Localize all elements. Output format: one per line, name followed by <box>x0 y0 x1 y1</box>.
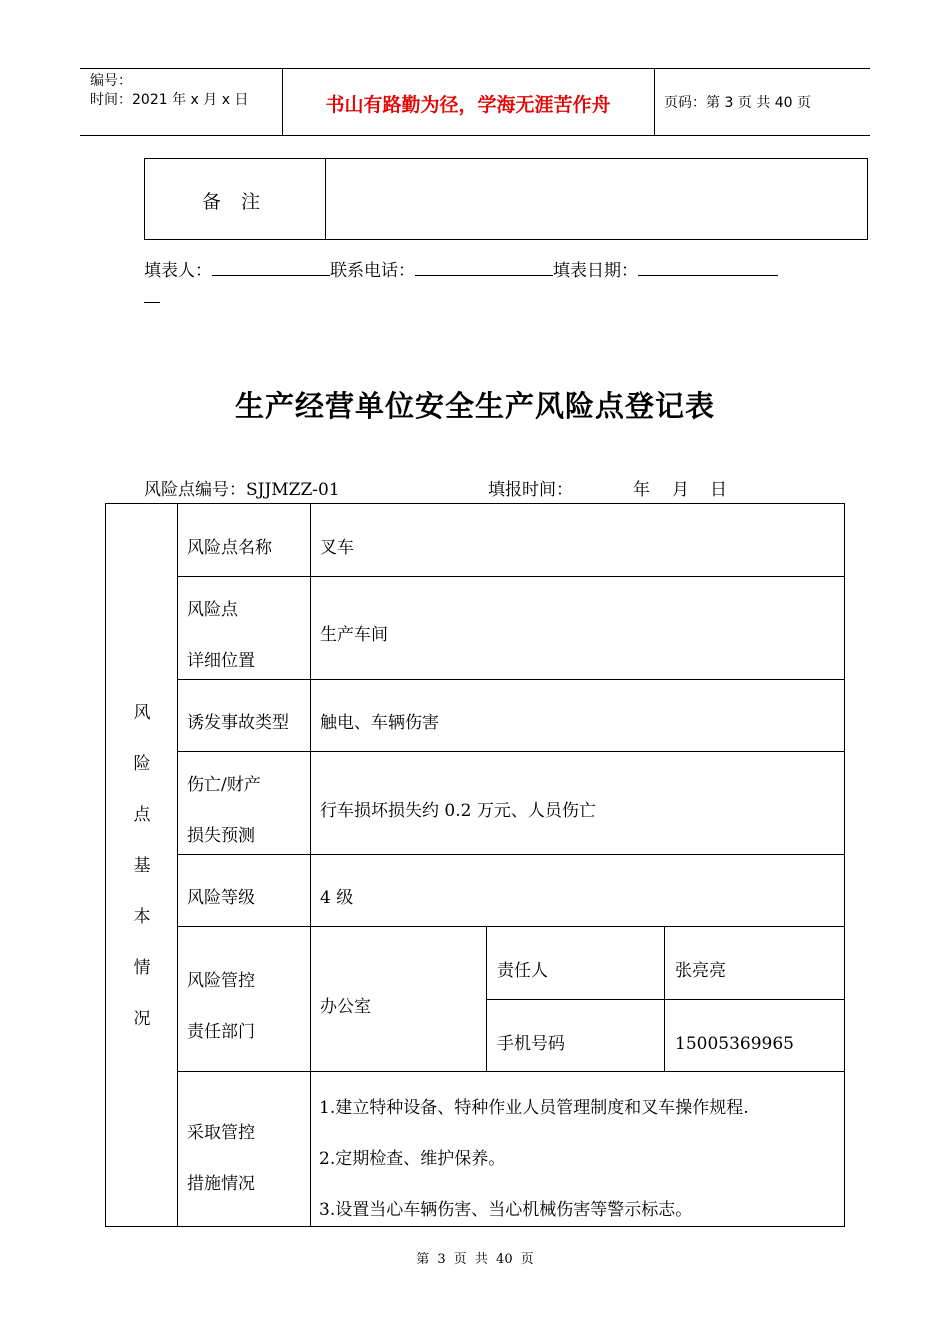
dept-label: 风险管控 <box>187 971 255 991</box>
dept-value: 办公室 <box>320 997 371 1017</box>
name-value: 叉车 <box>320 538 354 558</box>
phone-value: 15005369965 <box>675 1034 794 1054</box>
phone-blank[interactable] <box>415 257 553 276</box>
measure-item: 3.设置当心车辆伤害、当心机械伤害等警示标志。 <box>319 1200 693 1220</box>
measure-item: 2.定期检查、维护保养。 <box>319 1149 506 1169</box>
level-value: 4 级 <box>320 888 354 908</box>
table-hline <box>177 926 844 927</box>
fill-info-line <box>144 256 778 281</box>
report-year: 年 <box>633 480 650 500</box>
loss-label: 伤亡/财产 <box>187 775 261 795</box>
table-vline <box>310 504 311 1226</box>
measures-label: 采取管控 <box>187 1123 255 1143</box>
person-label: 责任人 <box>497 961 548 981</box>
section-char: 本 <box>133 906 151 927</box>
filler-label: 填表人： <box>144 261 212 281</box>
header-number-label: 编号： <box>90 73 132 89</box>
section-char: 情 <box>133 957 151 978</box>
phone-label: 联系电话： <box>330 261 415 281</box>
location-label: 风险点 <box>187 600 238 620</box>
header-top-border <box>80 68 870 69</box>
section-char: 况 <box>133 1008 151 1029</box>
table-hline <box>486 999 844 1000</box>
section-label <box>106 504 178 1228</box>
measures-label: 措施情况 <box>187 1174 255 1194</box>
accident-label: 诱发事故类型 <box>187 713 289 733</box>
date-blank[interactable] <box>638 257 778 276</box>
page-title: 生产经营单位安全生产风险点登记表 <box>234 389 715 423</box>
table-hline <box>177 679 844 680</box>
filler-blank[interactable] <box>212 257 330 276</box>
loss-value: 行车损坏损失约 0.2 万元、人员伤亡 <box>320 801 596 821</box>
risk-number-value: SJJMZZ-01 <box>246 480 340 500</box>
section-char: 基 <box>133 855 151 876</box>
table-hline <box>177 576 844 577</box>
date-blank-continued <box>144 302 160 303</box>
header-bottom-border <box>80 135 870 136</box>
measure-item: 1.建立特种设备、特种作业人员管理制度和叉车操作规程. <box>319 1098 749 1118</box>
phone-label: 手机号码 <box>497 1034 565 1054</box>
dept-label: 责任部门 <box>187 1022 255 1042</box>
person-value: 张亮亮 <box>675 961 726 981</box>
section-char: 风 <box>133 702 151 723</box>
report-day: 日 <box>710 480 727 500</box>
name-label: 风险点名称 <box>187 538 272 558</box>
risk-number <box>144 475 340 500</box>
remark-divider <box>325 159 326 239</box>
table-hline <box>177 854 844 855</box>
header-time: 时间：2021 年 x 月 x 日 <box>90 92 249 108</box>
page-footer: 第 3 页 共 40 页 <box>416 1252 534 1267</box>
header-motto: 书山有路勤为径，学海无涯苦作舟 <box>325 94 611 116</box>
header-divider <box>654 68 655 136</box>
table-hline <box>177 1071 844 1072</box>
report-month: 月 <box>672 480 689 500</box>
loss-label: 损失预测 <box>187 826 255 846</box>
location-value: 生产车间 <box>320 625 388 645</box>
header-page-info: 页码：第 3 页 共 40 页 <box>664 95 811 111</box>
level-label: 风险等级 <box>187 888 255 908</box>
section-char: 险 <box>133 753 151 774</box>
date-label: 填表日期： <box>553 261 638 281</box>
accident-value: 触电、车辆伤害 <box>320 713 439 733</box>
section-char: 点 <box>133 804 151 825</box>
remark-label: 备注 <box>201 191 280 213</box>
report-time-label: 填报时间： <box>488 480 573 500</box>
table-hline <box>177 751 844 752</box>
location-label: 详细位置 <box>187 651 255 671</box>
risk-number-label: 风险点编号： <box>144 480 246 500</box>
remark-table <box>144 158 868 240</box>
risk-point-table <box>105 503 845 1227</box>
